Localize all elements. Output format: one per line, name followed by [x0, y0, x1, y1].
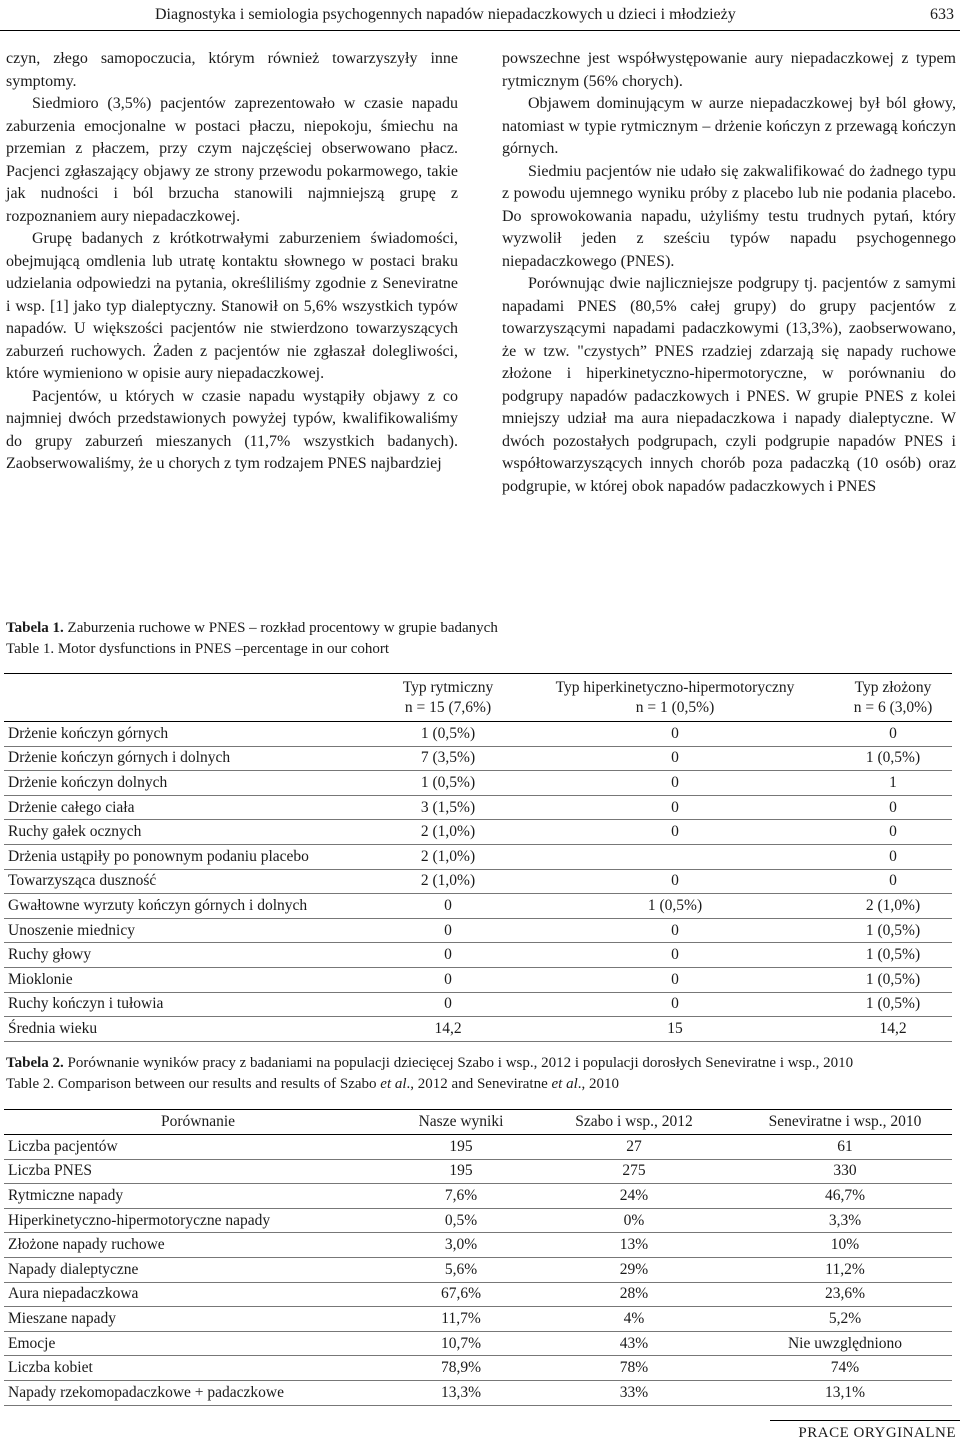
value-cell: 0 — [834, 795, 952, 820]
value-cell: 1 (0,5%) — [834, 967, 952, 992]
value-cell: 0 — [516, 746, 834, 771]
table1-caption-pl: Zaburzenia ruchowe w PNES – rozkład procentowy w grupie badanych — [63, 620, 498, 636]
row-label-cell: Ruchy kończyn i tułowia — [4, 992, 380, 1017]
table-row — [4, 722, 952, 747]
paragraph: Siedmioro (3,5%) pacjentów zaprezentowało w czasie napadu zaburzenia emocjonalne w postaci płaczu, niepokoju, śmiechu na przemian z płaczem, przy czym najczęściej obserwowano płacz. Pacjenci zgłaszający objawy ze strony przewodu pokarmowego, takie jak nudności i ból brzucha stanowili najmniejszą grupę z rozpoznaniem aury niepadaczkowej. — [6, 95, 458, 225]
running-header — [0, 0, 960, 31]
value-cell: 0 — [516, 992, 834, 1017]
table1-header-cell — [4, 675, 380, 722]
value-cell: Nie uwzględniono — [738, 1331, 952, 1356]
table-row — [4, 967, 952, 992]
value-cell: 3,3% — [738, 1208, 952, 1233]
value-cell: 11,7% — [392, 1307, 530, 1332]
value-cell: 2 (1,0%) — [834, 894, 952, 919]
table-row — [4, 1307, 952, 1332]
table2-header-cell: Porównanie — [160, 1113, 236, 1130]
table-row — [4, 1208, 952, 1233]
table1-top-rule — [4, 673, 952, 674]
value-cell: 15 — [516, 1017, 834, 1042]
row-label-cell: Napady dialeptyczne — [4, 1257, 392, 1282]
value-cell: 23,6% — [738, 1282, 952, 1307]
value-cell: 13,3% — [392, 1380, 530, 1405]
row-label-cell: Ruchy głowy — [4, 943, 380, 968]
paragraph: Objawem dominującym w aurze niepadaczkowej był ból głowy, natomiast w typie rytmicznym – drżenie kończyn z przewagą kończyn górnych. — [502, 95, 956, 157]
table2-header-row — [4, 1110, 952, 1135]
table-row — [4, 943, 952, 968]
value-cell: 13% — [530, 1233, 738, 1258]
value-cell: 0 — [516, 943, 834, 968]
table-row — [4, 771, 952, 796]
value-cell: 195 — [392, 1159, 530, 1184]
table-row — [4, 844, 952, 869]
table-row — [4, 1184, 952, 1209]
value-cell: 14,2 — [834, 1017, 952, 1042]
value-cell: 1 (0,5%) — [834, 943, 952, 968]
value-cell: 275 — [530, 1159, 738, 1184]
value-cell: 0 — [516, 771, 834, 796]
table2-header-cell: Nasze wyniki — [418, 1113, 504, 1130]
footer-rule — [770, 1420, 960, 1421]
table1-caption — [6, 618, 498, 660]
row-label-cell: Mioklonie — [4, 967, 380, 992]
value-cell: 0 — [380, 894, 516, 919]
value-cell: 0 — [516, 795, 834, 820]
value-cell: 0 — [380, 967, 516, 992]
row-label-cell: Liczba PNES — [4, 1159, 392, 1184]
table1-header-cell: Typ rytmiczny n = 15 (7,6%) — [402, 679, 494, 716]
table2-caption — [6, 1053, 853, 1095]
row-label-cell: Drżenie kończyn górnych — [4, 722, 380, 747]
row-label-cell: Mieszane napady — [4, 1307, 392, 1332]
table2 — [4, 1110, 952, 1406]
value-cell: 7 (3,5%) — [380, 746, 516, 771]
value-cell: 13,1% — [738, 1380, 952, 1405]
value-cell: 5,2% — [738, 1307, 952, 1332]
value-cell: 0 — [516, 820, 834, 845]
value-cell: 43% — [530, 1331, 738, 1356]
page-number: 633 — [930, 6, 954, 23]
left-column — [6, 48, 458, 476]
row-label-cell: Towarzysząca duszność — [4, 869, 380, 894]
row-label-cell: Ruchy gałek ocznych — [4, 820, 380, 845]
row-label-cell: Drżenie całego ciała — [4, 795, 380, 820]
row-label-cell: Liczba kobiet — [4, 1356, 392, 1381]
row-label-cell: Gwałtowne wyrzuty kończyn górnych i dolnych — [4, 894, 380, 919]
value-cell: 3 (1,5%) — [380, 795, 516, 820]
value-cell: 0 — [516, 722, 834, 747]
value-cell: 28% — [530, 1282, 738, 1307]
table2-caption-en: Table 2. Comparison between our results and results of Szabo et al., 2012 and Seneviratne et al., 2010 — [6, 1076, 620, 1092]
table-row — [4, 869, 952, 894]
running-title: Diagnostyka i semiologia psychogennych napadów niepadaczkowych u dzieci i młodzieży — [155, 6, 736, 23]
table2-header-cell: Szabo i wsp., 2012 — [575, 1113, 693, 1130]
value-cell: 7,6% — [392, 1184, 530, 1209]
value-cell: 1 (0,5%) — [834, 918, 952, 943]
value-cell: 11,2% — [738, 1257, 952, 1282]
row-label-cell: Hiperkinetyczno-hipermotoryczne napady — [4, 1208, 392, 1233]
table1-caption-en: Table 1. Motor dysfunctions in PNES –percentage in our cohort — [6, 641, 390, 657]
table-row — [4, 1159, 952, 1184]
row-label-cell: Drżenie kończyn dolnych — [4, 771, 380, 796]
value-cell: 0 — [516, 918, 834, 943]
table-row — [4, 1356, 952, 1381]
table-row — [4, 795, 952, 820]
value-cell: 4% — [530, 1307, 738, 1332]
value-cell: 27 — [530, 1135, 738, 1160]
value-cell: 1 (0,5%) — [834, 746, 952, 771]
table-row — [4, 1135, 952, 1160]
row-label-cell: Rytmiczne napady — [4, 1184, 392, 1209]
value-cell: 24% — [530, 1184, 738, 1209]
value-cell: 0 — [834, 869, 952, 894]
section-footer: PRACE ORYGINALNE — [798, 1425, 956, 1441]
value-cell: 1 (0,5%) — [516, 894, 834, 919]
value-cell: 195 — [392, 1135, 530, 1160]
paragraph: Siedmiu pacjentów nie udało się zakwalifikować do żadnego typu z powodu ujemnego wyniku próby z placebo lub nie podania placebo. Do sprowokowania napadu, użyliśmy testu trudnych pytań, który wyzwolił jeden z sześciu typów napadu psychogennego niepadaczkowego (PNES). — [502, 162, 956, 270]
table1 — [4, 675, 952, 1042]
value-cell: 10% — [738, 1233, 952, 1258]
value-cell: 10,7% — [392, 1331, 530, 1356]
value-cell: 67,6% — [392, 1282, 530, 1307]
value-cell: 1 (0,5%) — [834, 992, 952, 1017]
value-cell: 0,5% — [392, 1208, 530, 1233]
paragraph: czyn, złego samopoczucia, którym również towarzyszyły inne symptomy. — [6, 50, 458, 90]
value-cell: 74% — [738, 1356, 952, 1381]
row-label-cell: Średnia wieku — [4, 1017, 380, 1042]
table-row — [4, 894, 952, 919]
row-label-cell: Emocje — [4, 1331, 392, 1356]
table2-caption-pl: Porównanie wyników pracy z badaniami na populacji dziecięcej Szabo i wsp., 2012 i populacji dorosłych Seneviratne i wsp., 2010 — [63, 1055, 854, 1071]
table-row — [4, 746, 952, 771]
row-label-cell: Liczba pacjentów — [4, 1135, 392, 1160]
value-cell: 14,2 — [380, 1017, 516, 1042]
row-label-cell: Aura niepadaczkowa — [4, 1282, 392, 1307]
value-cell: 0 — [516, 967, 834, 992]
value-cell: 0 — [834, 844, 952, 869]
value-cell: 78,9% — [392, 1356, 530, 1381]
value-cell: 78% — [530, 1356, 738, 1381]
table-row — [4, 1380, 952, 1405]
value-cell: 0 — [380, 943, 516, 968]
table1-header-row — [4, 675, 952, 722]
value-cell: 3,0% — [392, 1233, 530, 1258]
paragraph: Grupę badanych z krótkotrwałymi zaburzeniem świadomości, obejmującą omdlenia lub utratę kontaktu słownego w postaci braku udzielania odpowiedzi na pytania, określiliśmy zgodnie z Seneviratne i wsp. [1] jako typ dialeptyczny. Stanowił on 5,6% wszystkich typów napadów. U większości pacjentów nie stwierdzono towarzyszących zaburzeń ruchowych. Żaden z pacjentów nie zgłaszał dolegliwości, które wymieniono w opisie aury niepadaczkowej. — [6, 230, 458, 382]
paragraph: Porównując dwie najliczniejsze podgrupy tj. pacjentów z samymi napadami PNES (80,5% całej grupy) do grupy pacjentów z towarzyszącymi napadami padaczkowymi (13,3%), zaobserwowano, że w tzw. "czystych” PNES rzadziej zdarzają się napady ruchowe złożone i hiperkinetyczno-hipermotoryczne, w porównaniu do podgrupy napadów padaczkowych i PNES. W grupie PNES z kolei mniejszy udział ma aura niepadaczkowa i napady dialeptyczne. W dwóch pozostałych podgrupach, czyli podgrupie napadów PNES i współtowarzyszących innych chorób poza padaczką (10 osób) oraz podgrupie, w której obok napadów padaczkowych i PNES — [502, 275, 956, 495]
value-cell: 0 — [380, 992, 516, 1017]
value-cell: 46,7% — [738, 1184, 952, 1209]
row-label-cell: Złożone napady ruchowe — [4, 1233, 392, 1258]
value-cell: 330 — [738, 1159, 952, 1184]
row-label-cell: Drżenie kończyn górnych i dolnych — [4, 746, 380, 771]
row-label-cell: Napady rzekomopadaczkowe + padaczkowe — [4, 1380, 392, 1405]
table1-header-cell: Typ złożony n = 6 (3,0%) — [853, 679, 933, 716]
value-cell: 2 (1,0%) — [380, 844, 516, 869]
table2-header-cell: Seneviratne i wsp., 2010 — [768, 1113, 922, 1130]
value-cell: 0 — [380, 918, 516, 943]
value-cell: 0 — [834, 820, 952, 845]
table1-header-cell: Typ hiperkinetyczno-hipermotoryczny n = 1 (0,5%) — [555, 679, 795, 716]
right-column — [502, 48, 956, 498]
row-label-cell: Unoszenie miednicy — [4, 918, 380, 943]
row-label-cell: Drżenia ustąpiły po ponownym podaniu placebo — [4, 844, 380, 869]
table-row — [4, 992, 952, 1017]
value-cell: 5,6% — [392, 1257, 530, 1282]
table-row — [4, 1017, 952, 1042]
value-cell: 29% — [530, 1257, 738, 1282]
value-cell: 61 — [738, 1135, 952, 1160]
table1-label: Tabela 1. — [6, 620, 64, 636]
value-cell: 2 (1,0%) — [380, 869, 516, 894]
table-row — [4, 820, 952, 845]
value-cell: 1 (0,5%) — [380, 771, 516, 796]
value-cell: 0% — [530, 1208, 738, 1233]
table-row — [4, 918, 952, 943]
table-row — [4, 1282, 952, 1307]
value-cell: 1 — [834, 771, 952, 796]
paragraph: powszechne jest współwystępowanie aury niepadaczkowej z typem rytmicznym (56% chorych). — [502, 50, 956, 90]
table-row — [4, 1233, 952, 1258]
value-cell — [516, 844, 834, 869]
table2-label: Tabela 2. — [6, 1055, 64, 1071]
value-cell: 2 (1,0%) — [380, 820, 516, 845]
paragraph: Pacjentów, u których w czasie napadu wystąpiły objawy z co najmniej dwóch przedstawionych powyżej typów, kwalifikowaliśmy do grupy zaburzeń mieszanych (11,7% wszystkich badanych). Zaobserwowaliśmy, że u chorych z tym rodzajem PNES najbardziej — [6, 387, 458, 472]
value-cell: 1 (0,5%) — [380, 722, 516, 747]
value-cell: 33% — [530, 1380, 738, 1405]
value-cell: 0 — [516, 869, 834, 894]
table-row — [4, 1257, 952, 1282]
value-cell: 0 — [834, 722, 952, 747]
table-row — [4, 1331, 952, 1356]
